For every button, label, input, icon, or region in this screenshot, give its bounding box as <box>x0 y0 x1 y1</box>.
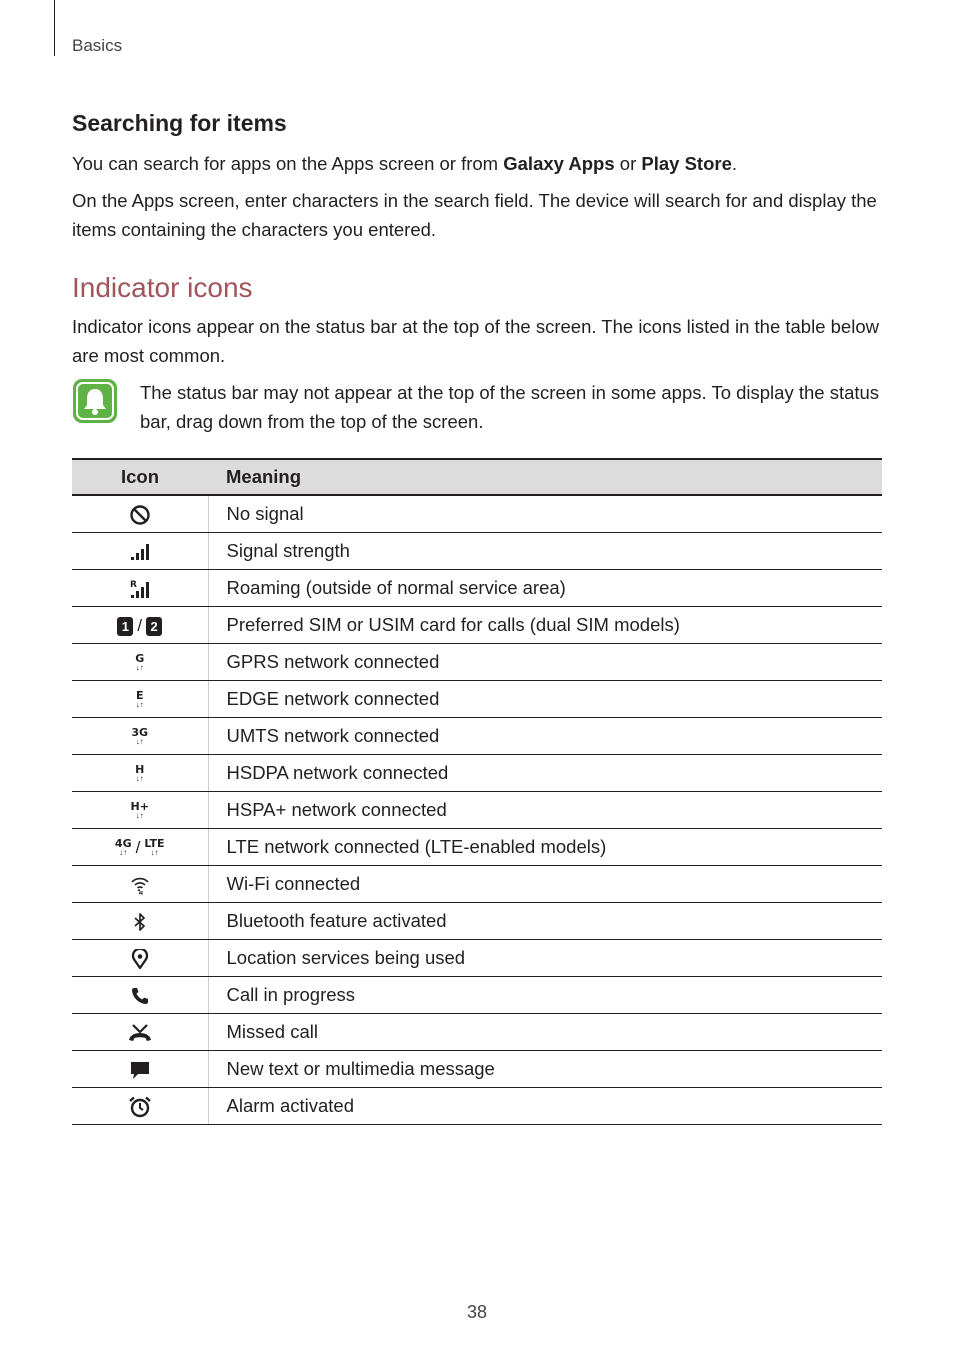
row-meaning: Preferred SIM or USIM card for calls (dual SIM models) <box>208 607 882 644</box>
row-meaning: HSDPA network connected <box>208 755 882 792</box>
4g-icon <box>115 839 132 857</box>
table-row <box>72 607 882 644</box>
table-row <box>72 570 882 607</box>
table-header-row <box>72 459 882 495</box>
note-bell-icon <box>72 378 118 424</box>
row-meaning: Alarm activated <box>208 1088 882 1125</box>
header-rule <box>54 0 55 56</box>
sim-1-2-icon <box>117 616 162 636</box>
wifi-icon <box>130 875 150 895</box>
hsdpa-icon <box>135 765 144 783</box>
table-row <box>72 1051 882 1088</box>
row-meaning: GPRS network connected <box>208 644 882 681</box>
row-meaning: No signal <box>208 495 882 533</box>
column-header-icon: Icon <box>72 459 208 495</box>
separator: / <box>135 838 141 858</box>
indicator-intro: Indicator icons appear on the status bar at the top of the screen. The icons listed in the table below are most common. <box>72 316 879 366</box>
table-row <box>72 792 882 829</box>
text: You can search for apps on the Apps screen or from <box>72 153 504 174</box>
icon-label: H+ <box>130 800 149 814</box>
searching-title: Searching for items <box>72 110 287 136</box>
table-row <box>72 533 882 570</box>
icon-label: G <box>135 652 145 666</box>
page-number: 38 <box>466 1302 488 1322</box>
arrows-glyph: ↓↑ <box>135 774 144 784</box>
bluetooth-icon <box>133 912 147 932</box>
arrows-glyph: ↓↑ <box>135 663 144 673</box>
table-row <box>72 755 882 792</box>
icon-label: E <box>135 689 144 703</box>
icon-label: H <box>135 763 145 777</box>
icon-label: 3G <box>131 726 149 740</box>
row-meaning: EDGE network connected <box>208 681 882 718</box>
message-icon <box>129 1060 151 1080</box>
table-row <box>72 940 882 977</box>
indicator-title: Indicator icons <box>72 272 253 303</box>
table-row <box>72 718 882 755</box>
table-row <box>72 495 882 533</box>
phone-icon <box>130 986 150 1006</box>
row-meaning: Call in progress <box>208 977 882 1014</box>
arrows-glyph: ↓↑ <box>135 700 144 710</box>
svg-text:R: R <box>129 580 137 591</box>
umts-icon <box>131 728 148 746</box>
table-row <box>72 977 882 1014</box>
searching-paragraph-1 <box>72 149 882 178</box>
table-row <box>72 681 882 718</box>
galaxy-apps-term: Galaxy Apps <box>503 153 615 174</box>
icon-label: LTE <box>144 837 165 851</box>
row-meaning: HSPA+ network connected <box>208 792 882 829</box>
table-row <box>72 866 882 903</box>
sim-2-badge: 2 <box>146 617 162 636</box>
sim-1-badge: 1 <box>117 617 133 636</box>
page-content <box>72 110 882 1125</box>
arrows-glyph: ↓↑ <box>135 811 144 821</box>
row-meaning: Roaming (outside of normal service area) <box>208 570 882 607</box>
alarm-icon <box>128 1096 152 1118</box>
arrows-glyph: ↓↑ <box>119 848 128 858</box>
no-signal-icon <box>129 504 151 526</box>
row-meaning: Location services being used <box>208 940 882 977</box>
lte-label-icon <box>144 839 164 857</box>
gprs-icon <box>135 654 144 672</box>
row-meaning: LTE network connected (LTE-enabled models) <box>208 829 882 866</box>
table-row <box>72 903 882 940</box>
row-meaning: Wi-Fi connected <box>208 866 882 903</box>
row-meaning: New text or multimedia message <box>208 1051 882 1088</box>
arrows-glyph: ↓↑ <box>150 848 159 858</box>
row-meaning: Signal strength <box>208 533 882 570</box>
play-store-term: Play Store <box>641 153 732 174</box>
section-label: Basics <box>72 36 123 55</box>
table-row <box>72 1088 882 1125</box>
note-box <box>72 378 882 436</box>
signal-strength-icon <box>130 543 150 561</box>
table-row <box>72 829 882 866</box>
searching-paragraph-2: On the Apps screen, enter characters in the search field. The device will search for and display the items containing the characters you entered. <box>72 190 877 240</box>
missed-call-icon <box>128 1023 152 1043</box>
lte-icon <box>115 838 165 858</box>
roaming-icon <box>130 579 150 599</box>
icon-label: 4G <box>114 837 132 851</box>
arrows-glyph: ↓↑ <box>135 737 144 747</box>
hspa-plus-icon <box>131 802 149 820</box>
row-meaning: UMTS network connected <box>208 718 882 755</box>
text: . <box>731 153 738 174</box>
column-header-meaning: Meaning <box>208 459 882 495</box>
row-meaning: Bluetooth feature activated <box>208 903 882 940</box>
indicator-table <box>72 458 882 1125</box>
separator: / <box>137 616 143 636</box>
note-text: The status bar may not appear at the top of the screen in some apps. To display the status bar, drag down from the top of the screen. <box>140 382 880 432</box>
text: or <box>614 153 642 174</box>
edge-icon <box>136 691 144 709</box>
table-row <box>72 644 882 681</box>
location-icon <box>131 949 149 969</box>
row-meaning: Missed call <box>208 1014 882 1051</box>
table-row <box>72 1014 882 1051</box>
